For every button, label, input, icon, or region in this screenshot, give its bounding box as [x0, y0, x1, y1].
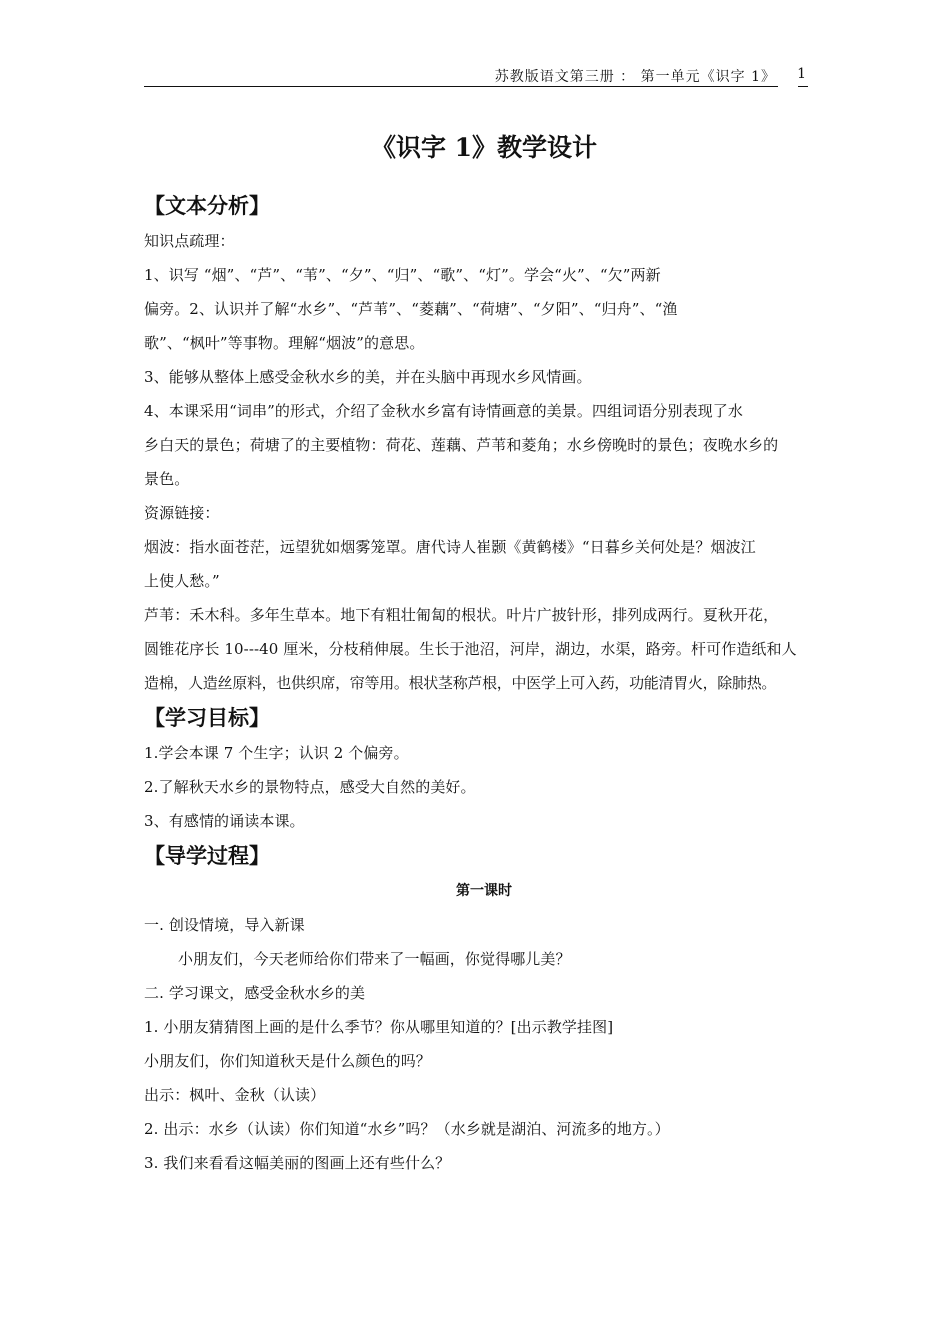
section-heading-goals: 【学习目标】	[144, 705, 270, 730]
lesson-heading: 第一课时	[456, 883, 512, 899]
page-number: 1	[797, 66, 806, 82]
label-knowledge-points: 知识点疏理：	[144, 232, 235, 250]
section-heading-process: 【导学过程】	[144, 843, 270, 868]
header-text: 苏教版语文第三册 ： 第一单元《识字 1》	[494, 69, 776, 85]
label-resource-links: 资源链接：	[144, 504, 220, 522]
analysis-line-5: 4、本课采用“词串”的形式，介绍了金秋水乡富有诗情画意的美景。四组词语分别表现了水	[144, 402, 743, 420]
yanbo-line-1: 烟波：指水面苍茫，远望犹如烟雾笼罩。唐代诗人崔颢《黄鹤楼》“日暮乡关何处是？烟波江	[144, 538, 756, 556]
header-rule	[144, 86, 778, 87]
analysis-line-7: 景色。	[144, 470, 190, 488]
luwei-line-1: 芦苇：禾木科。多年生草本。地下有粗壮匍匐的根状。叶片广披针形，排列成两行。夏秋开花，	[144, 606, 779, 624]
question-1: 1. 小朋友猜猜图上画的是什么季节？你从哪里知道的？[出示教学挂图]	[144, 1018, 614, 1036]
question-1-a: 小朋友们，你们知道秋天是什么颜色的吗？	[144, 1052, 431, 1070]
section-heading-analysis: 【文本分析】	[144, 193, 270, 218]
page-header	[144, 60, 808, 88]
analysis-line-1: 1、识写 “烟”、“芦”、“苇”、“夕”、“归”、“歌”、“灯”。学会“火”、“欠”两新	[144, 266, 661, 284]
goal-3: 3、有感情的诵读本课。	[144, 812, 305, 830]
document-title: 《识字 1》教学设计	[370, 133, 598, 162]
process-step-2: 二. 学习课文，感受金秋水乡的美	[144, 984, 366, 1002]
question-3: 3. 我们来看看这幅美丽的图画上还有些什么？	[144, 1154, 451, 1172]
luwei-line-2: 圆锥花序长 10---40 厘米，分枝稍伸展。生长于池沼，河岸，湖边，水渠，路旁。杆可作造纸和人	[144, 640, 797, 658]
analysis-line-3: 歌”、“枫叶”等事物。理解“烟波”的意思。	[144, 334, 425, 352]
question-1-b: 出示：枫叶、金秋（认读）	[144, 1086, 326, 1104]
process-step-1-text: 小朋友们，今天老师给你们带来了一幅画，你觉得哪儿美？	[178, 950, 571, 968]
analysis-line-6: 乡白天的景色；荷塘了的主要植物：荷花、莲藕、芦苇和菱角；水乡傍晚时的景色；夜晚水乡的	[144, 436, 779, 454]
process-step-1: 一. 创设情境，导入新课	[144, 916, 305, 934]
luwei-line-3: 造棉，人造丝原料，也供织席，帘等用。根状茎称芦根，中医学上可入药，功能清胃火，除肺热。	[144, 674, 777, 692]
analysis-line-4: 3、能够从整体上感受金秋水乡的美，并在头脑中再现水乡风情画。	[144, 368, 592, 386]
question-2: 2. 出示：水乡（认读）你们知道“水乡”吗？（水乡就是湖泊、河流多的地方。）	[144, 1120, 670, 1138]
analysis-line-2: 偏旁。2、认识并了解“水乡”、“芦苇”、“菱藕”、“荷塘”、“夕阳”、“归舟”、“渔	[144, 300, 678, 318]
goal-2: 2.了解秋天水乡的景物特点，感受大自然的美好。	[144, 778, 476, 796]
goal-1: 1.学会本课 7 个生字；认识 2 个偏旁。	[144, 744, 409, 762]
document-body	[144, 128, 824, 1180]
page-number-underline	[798, 86, 808, 87]
yanbo-line-2: 上使人愁。”	[144, 572, 220, 590]
